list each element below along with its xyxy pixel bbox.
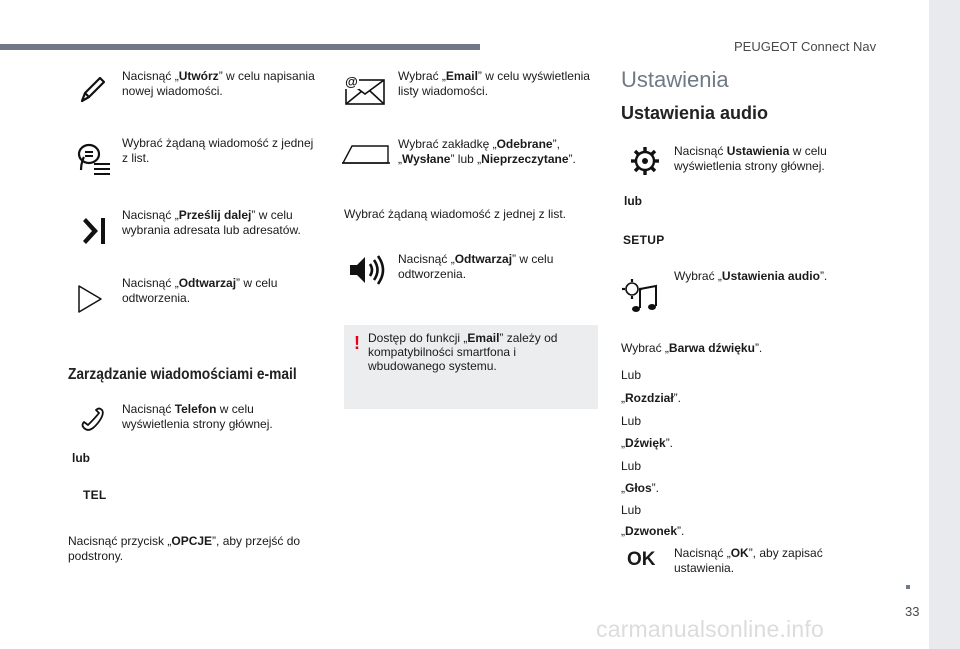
side-margin bbox=[929, 0, 960, 649]
voice-option: „Głos”. bbox=[621, 481, 660, 495]
ringtone-option: „Dzwonek”. bbox=[621, 524, 685, 538]
or-text-1: Lub bbox=[621, 368, 642, 382]
pencil-icon bbox=[76, 74, 108, 111]
play-icon bbox=[76, 284, 104, 319]
page-number: 33 bbox=[905, 604, 920, 619]
forward-icon bbox=[74, 214, 108, 253]
save-instruction: Nacisnąć „OK”, aby zapisać ustawienia. bbox=[674, 546, 823, 575]
gear-icon bbox=[630, 146, 660, 181]
tab-icon bbox=[342, 143, 390, 170]
audio-instruction: Wybrać „Ustawienia audio”. bbox=[674, 269, 828, 283]
forward-instruction: Nacisnąć „Prześlij dalej” w celu wybrania adresata lub adresatów. bbox=[122, 208, 301, 237]
or-label: lub bbox=[72, 451, 90, 465]
setup-label: SETUP bbox=[623, 233, 665, 247]
watermark: carmanualsonline.info bbox=[596, 616, 824, 642]
or-text-2: Lub bbox=[621, 414, 642, 428]
page-marker bbox=[906, 585, 910, 589]
section-title: Ustawienia bbox=[621, 67, 729, 92]
svg-text:@: @ bbox=[345, 74, 358, 89]
email-icon bbox=[344, 74, 386, 111]
section-subtitle: Ustawienia audio bbox=[621, 103, 769, 123]
email-instruction: Wybrać „Email” w celu wyświetlenia listy wiadomości. bbox=[398, 69, 590, 98]
note-text: Dostęp do funkcji „Email” zależy od kompatybilności smartfona i wbudowanego systemu. bbox=[368, 331, 558, 373]
warning-icon: ! bbox=[354, 333, 360, 353]
message-list-icon bbox=[74, 140, 112, 183]
select-list-text: Wybrać żądaną wiadomość z jednej z list. bbox=[344, 207, 566, 221]
phone-instruction: Nacisnąć Telefon w celu wyświetlenia strony głównej. bbox=[122, 402, 273, 431]
note-box bbox=[344, 325, 598, 409]
write-instruction: Nacisnąć „Utwórz” w celu napisania nowej wiadomości. bbox=[122, 69, 315, 98]
header-bar bbox=[0, 44, 480, 50]
phone-icon bbox=[80, 406, 106, 437]
color-option: Wybrać „Barwa dźwięku”. bbox=[621, 341, 763, 355]
music-settings-icon bbox=[620, 277, 660, 318]
ok-label: OK bbox=[627, 549, 656, 570]
distribution-option: „Rozdział”. bbox=[621, 391, 682, 405]
sound-option: „Dźwięk”. bbox=[621, 436, 674, 450]
email-section-heading: Zarządzanie wiadomościami e-mail bbox=[68, 366, 297, 383]
play-instruction-2: Nacisnąć „Odtwarzaj” w celu odtworzenia. bbox=[398, 252, 554, 281]
tabs-instruction: Wybrać zakładkę „Odebrane”, „Wysłane” lub „Nieprzeczytane”. bbox=[398, 137, 576, 166]
or-text-4: Lub bbox=[621, 503, 642, 517]
speaker-icon bbox=[348, 254, 386, 291]
header-title: PEUGEOT Connect Nav bbox=[734, 39, 877, 54]
or-text-3: Lub bbox=[621, 459, 642, 473]
tel-label: TEL bbox=[83, 488, 107, 502]
or-label-2: lub bbox=[624, 194, 642, 208]
select-list-instruction: Wybrać żądaną wiadomość z jednej z list. bbox=[122, 136, 314, 165]
play-instruction: Nacisnąć „Odtwarzaj” w celu odtworzenia. bbox=[122, 276, 278, 305]
options-instruction: Nacisnąć przycisk „OPCJE”, aby przejść do podstrony. bbox=[68, 534, 301, 563]
settings-instruction: Nacisnąć Ustawienia w celu wyświetlenia strony głównej. bbox=[674, 144, 827, 173]
